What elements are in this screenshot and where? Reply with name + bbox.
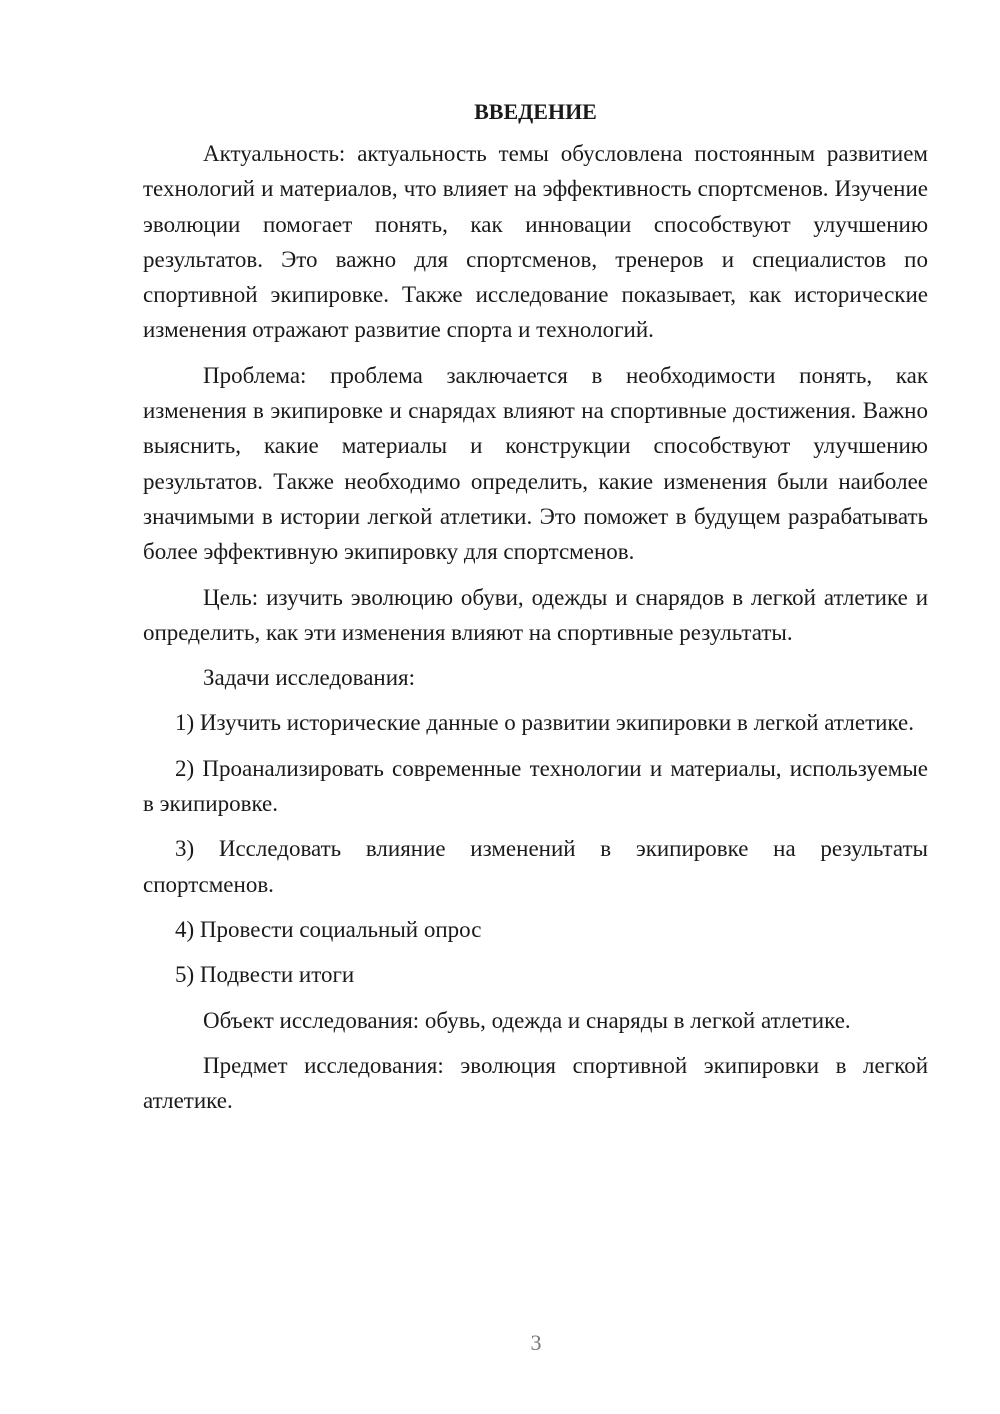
page-number: 3 — [530, 1330, 542, 1355]
problem-paragraph: Проблема: проблема заключается в необходимости понять, как изменения в экипировке и снарядах влияют на спортивные достижения. Важно выяснить, какие материалы и конструкции способствуют улучшению результатов. Также необходимо определить, какие изменения были наиболее значимыми в истории легкой атлетики. Это поможет в будущем разрабатывать более эффективную экипировку для спортсменов. — [143, 362, 928, 565]
object-paragraph: Объект исследования: обувь, одежда и снаряды в легкой атлетике. — [203, 1007, 851, 1033]
relevance-paragraph: Актуальность: актуальность темы обусловлена постоянным развитием технологий и материалов, что влияет на эффективность спортсменов. Изучение эволюции помогает понять, как инновации способствуют улучшению результатов. Это важно для спортсменов, тренеров и специалистов по спортивной экипировке. Также исследование показывает, как исторические изменения отражают развитие спорта и технологий. — [143, 141, 928, 343]
task-item: 4) Провести социальный опрос — [175, 916, 482, 942]
task-item: 2) Проанализировать современные технологии и материалы, используемые в экипировке. — [143, 755, 928, 817]
tasks-list — [143, 705, 928, 992]
tasks-heading: Задачи исследования: — [203, 665, 416, 691]
subject-paragraph: Предмет исследования: эволюция спортивной экипировки в легкой атлетике. — [143, 1052, 928, 1114]
task-item: 5) Подвести итоги — [175, 962, 355, 988]
task-item: 3) Исследовать влияние изменений в экипировке на результаты спортсменов. — [143, 836, 928, 897]
goal-paragraph: Цель: изучить эволюцию обуви, одежды и снарядов в легкой атлетике и определить, как эти изменения влияют на спортивные результаты. — [143, 584, 928, 645]
page-title: ВВЕДЕНИЕ — [474, 99, 597, 124]
task-item: 1) Изучить исторические данные о развитии экипировки в легкой атлетике. — [175, 710, 914, 736]
page-content — [143, 94, 928, 1128]
